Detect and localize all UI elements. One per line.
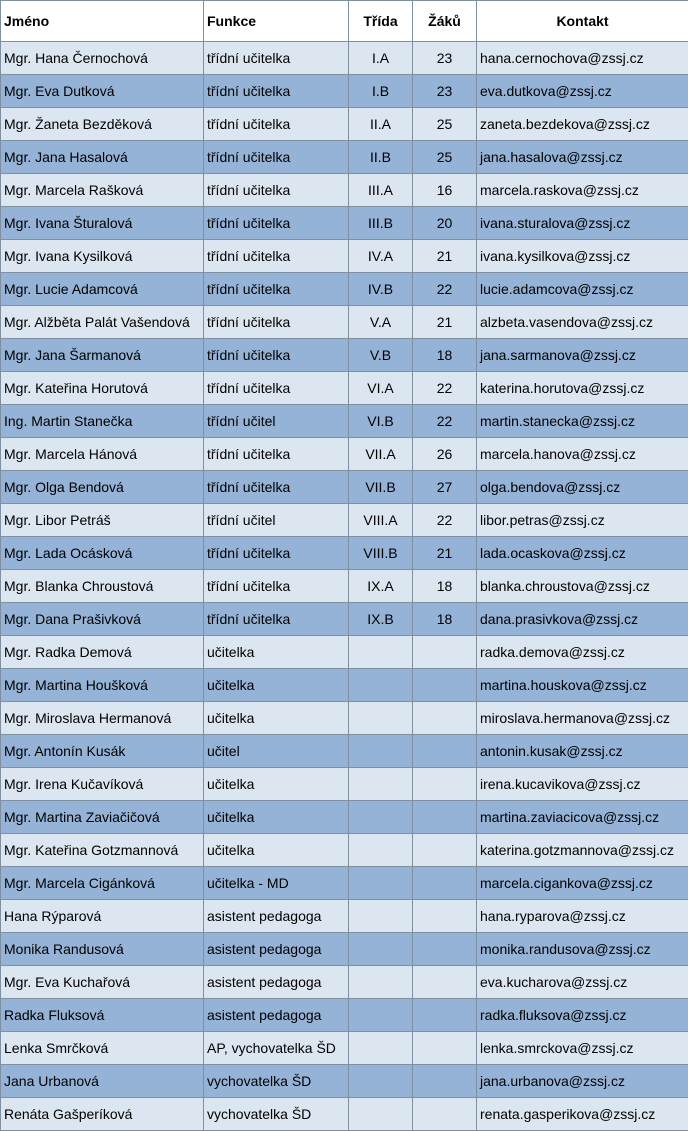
cell-contact-email[interactable]: lada.ocaskova@zssj.cz [477,537,688,570]
table-row [1,306,688,339]
header-count: Žáků [413,1,477,42]
cell-contact-email[interactable]: eva.kucharova@zssj.cz [477,966,688,999]
cell-contact-email[interactable]: jana.hasalova@zssj.cz [477,141,688,174]
cell-function: učitelka [204,669,349,702]
cell-name: Radka Fluksová [1,999,204,1032]
cell-class [349,801,413,834]
cell-count: 25 [413,108,477,141]
cell-class: IV.A [349,240,413,273]
cell-name: Mgr. Lada Ocásková [1,537,204,570]
cell-function: učitelka - MD [204,867,349,900]
cell-count [413,768,477,801]
cell-class: II.A [349,108,413,141]
cell-class: III.A [349,174,413,207]
table-row [1,900,688,933]
cell-function: třídní učitel [204,405,349,438]
cell-name: Mgr. Ivana Šturalová [1,207,204,240]
table-row [1,240,688,273]
cell-class: I.A [349,42,413,75]
header-contact: Kontakt [477,1,688,42]
cell-name: Lenka Smrčková [1,1032,204,1065]
cell-name: Mgr. Libor Petráš [1,504,204,537]
table-row [1,537,688,570]
cell-name: Mgr. Marcela Rašková [1,174,204,207]
cell-contact-email[interactable]: zaneta.bezdekova@zssj.cz [477,108,688,141]
table-row [1,174,688,207]
cell-contact-email[interactable]: eva.dutkova@zssj.cz [477,75,688,108]
cell-contact-email[interactable]: katerina.gotzmannova@zssj.cz [477,834,688,867]
cell-class: III.B [349,207,413,240]
cell-contact-email[interactable]: radka.demova@zssj.cz [477,636,688,669]
cell-contact-email[interactable]: marcela.raskova@zssj.cz [477,174,688,207]
cell-class [349,867,413,900]
cell-contact-email[interactable]: monika.randusova@zssj.cz [477,933,688,966]
cell-count: 22 [413,372,477,405]
table-row [1,405,688,438]
cell-function: učitelka [204,834,349,867]
cell-class: VI.B [349,405,413,438]
cell-function: asistent pedagoga [204,933,349,966]
cell-name: Jana Urbanová [1,1065,204,1098]
cell-function: třídní učitelka [204,75,349,108]
cell-count: 26 [413,438,477,471]
cell-function: vychovatelka ŠD [204,1065,349,1098]
cell-function: třídní učitelka [204,42,349,75]
cell-contact-email[interactable]: lucie.adamcova@zssj.cz [477,273,688,306]
cell-count [413,669,477,702]
cell-count: 27 [413,471,477,504]
cell-class: II.B [349,141,413,174]
table-row [1,438,688,471]
cell-count: 20 [413,207,477,240]
cell-contact-email[interactable]: katerina.horutova@zssj.cz [477,372,688,405]
cell-count [413,702,477,735]
cell-function: třídní učitelka [204,603,349,636]
table-row [1,273,688,306]
cell-class: V.A [349,306,413,339]
cell-contact-email[interactable]: hana.ryparova@zssj.cz [477,900,688,933]
cell-name: Mgr. Hana Černochová [1,42,204,75]
cell-contact-email[interactable]: jana.sarmanova@zssj.cz [477,339,688,372]
cell-contact-email[interactable]: martina.zaviacicova@zssj.cz [477,801,688,834]
cell-count [413,834,477,867]
cell-contact-email[interactable]: blanka.chroustova@zssj.cz [477,570,688,603]
cell-class [349,834,413,867]
cell-function: třídní učitelka [204,537,349,570]
table-body [1,42,688,1131]
cell-class: IX.B [349,603,413,636]
cell-name: Mgr. Marcela Hánová [1,438,204,471]
cell-name: Mgr. Ivana Kysilková [1,240,204,273]
cell-contact-email[interactable]: marcela.cigankova@zssj.cz [477,867,688,900]
table-row [1,108,688,141]
table-row [1,768,688,801]
table-row [1,999,688,1032]
table-row [1,504,688,537]
cell-class [349,1098,413,1131]
cell-function: třídní učitelka [204,306,349,339]
cell-function: třídní učitelka [204,372,349,405]
table-row [1,1032,688,1065]
cell-count: 22 [413,405,477,438]
cell-class [349,1065,413,1098]
cell-class: VII.A [349,438,413,471]
cell-name: Mgr. Žaneta Bezděková [1,108,204,141]
cell-name: Monika Randusová [1,933,204,966]
cell-count [413,867,477,900]
cell-class: I.B [349,75,413,108]
cell-name: Mgr. Antonín Kusák [1,735,204,768]
cell-function: třídní učitelka [204,339,349,372]
cell-function: učitelka [204,702,349,735]
cell-class: VIII.A [349,504,413,537]
cell-name: Hana Rýparová [1,900,204,933]
cell-class [349,735,413,768]
cell-function: třídní učitelka [204,438,349,471]
cell-contact-email[interactable]: libor.petras@zssj.cz [477,504,688,537]
cell-class [349,933,413,966]
cell-contact-email[interactable]: martina.houskova@zssj.cz [477,669,688,702]
cell-function: třídní učitelka [204,570,349,603]
table-row [1,1065,688,1098]
cell-count: 22 [413,504,477,537]
cell-function: třídní učitelka [204,141,349,174]
table-row [1,339,688,372]
cell-contact-email[interactable]: hana.cernochova@zssj.cz [477,42,688,75]
table-row [1,372,688,405]
cell-function: asistent pedagoga [204,900,349,933]
cell-count [413,801,477,834]
cell-class: V.B [349,339,413,372]
cell-count: 22 [413,273,477,306]
cell-count [413,1098,477,1131]
cell-name: Mgr. Blanka Chroustová [1,570,204,603]
cell-class [349,1032,413,1065]
table-row [1,471,688,504]
table-row [1,801,688,834]
cell-count: 21 [413,306,477,339]
cell-name: Mgr. Radka Demová [1,636,204,669]
cell-function: asistent pedagoga [204,966,349,999]
cell-name: Mgr. Eva Dutková [1,75,204,108]
header-class: Třída [349,1,413,42]
cell-count: 18 [413,570,477,603]
cell-count [413,735,477,768]
table-row [1,207,688,240]
cell-count [413,1032,477,1065]
cell-class: IV.B [349,273,413,306]
cell-function: učitelka [204,801,349,834]
cell-count [413,636,477,669]
table-row [1,42,688,75]
cell-name: Ing. Martin Stanečka [1,405,204,438]
cell-count: 21 [413,240,477,273]
cell-function: třídní učitelka [204,471,349,504]
header-row [1,1,688,42]
table-row [1,570,688,603]
cell-class [349,636,413,669]
cell-count: 23 [413,42,477,75]
cell-contact-email[interactable]: olga.bendova@zssj.cz [477,471,688,504]
cell-name: Mgr. Olga Bendová [1,471,204,504]
cell-contact-email[interactable]: martin.stanecka@zssj.cz [477,405,688,438]
cell-contact-email[interactable]: renata.gasperikova@zssj.cz [477,1098,688,1131]
cell-name: Mgr. Dana Prašivková [1,603,204,636]
cell-name: Renáta Gašperíková [1,1098,204,1131]
cell-count: 18 [413,603,477,636]
cell-contact-email[interactable]: lenka.smrckova@zssj.cz [477,1032,688,1065]
cell-function: AP, vychovatelka ŠD [204,1032,349,1065]
cell-class [349,966,413,999]
cell-function: učitelka [204,768,349,801]
cell-count: 23 [413,75,477,108]
table-row [1,834,688,867]
cell-class [349,702,413,735]
cell-class: VIII.B [349,537,413,570]
cell-contact-email[interactable]: alzbeta.vasendova@zssj.cz [477,306,688,339]
cell-class [349,900,413,933]
cell-contact-email[interactable]: ivana.sturalova@zssj.cz [477,207,688,240]
cell-name: Mgr. Alžběta Palát Vašendová [1,306,204,339]
cell-class: IX.A [349,570,413,603]
cell-name: Mgr. Irena Kučavíková [1,768,204,801]
cell-function: třídní učitelka [204,207,349,240]
table-row [1,933,688,966]
cell-count [413,999,477,1032]
cell-contact-email[interactable]: irena.kucavikova@zssj.cz [477,768,688,801]
cell-function: třídní učitelka [204,174,349,207]
cell-count [413,900,477,933]
cell-contact-email[interactable]: miroslava.hermanova@zssj.cz [477,702,688,735]
cell-name: Mgr. Kateřina Gotzmannová [1,834,204,867]
cell-contact-email[interactable]: jana.urbanova@zssj.cz [477,1065,688,1098]
cell-count [413,933,477,966]
cell-contact-email[interactable]: radka.fluksova@zssj.cz [477,999,688,1032]
cell-name: Mgr. Miroslava Hermanová [1,702,204,735]
table-row [1,966,688,999]
cell-function: vychovatelka ŠD [204,1098,349,1131]
cell-count: 21 [413,537,477,570]
cell-class [349,768,413,801]
header-name: Jméno [1,1,204,42]
table-row [1,702,688,735]
cell-count: 18 [413,339,477,372]
cell-count: 25 [413,141,477,174]
table-row [1,75,688,108]
cell-function: učitelka [204,636,349,669]
cell-name: Mgr. Eva Kuchařová [1,966,204,999]
cell-class [349,669,413,702]
cell-count [413,966,477,999]
cell-function: třídní učitel [204,504,349,537]
table-row [1,141,688,174]
cell-name: Mgr. Jana Šarmanová [1,339,204,372]
table-row [1,735,688,768]
table-row [1,603,688,636]
table-row [1,669,688,702]
cell-class [349,999,413,1032]
cell-contact-email[interactable]: marcela.hanova@zssj.cz [477,438,688,471]
cell-name: Mgr. Jana Hasalová [1,141,204,174]
cell-contact-email[interactable]: dana.prasivkova@zssj.cz [477,603,688,636]
cell-count: 16 [413,174,477,207]
cell-class: VI.A [349,372,413,405]
cell-name: Mgr. Kateřina Horutová [1,372,204,405]
cell-name: Mgr. Marcela Cigánková [1,867,204,900]
cell-function: třídní učitelka [204,108,349,141]
cell-function: třídní učitelka [204,240,349,273]
cell-function: asistent pedagoga [204,999,349,1032]
cell-contact-email[interactable]: antonin.kusak@zssj.cz [477,735,688,768]
cell-function: třídní učitelka [204,273,349,306]
cell-contact-email[interactable]: ivana.kysilkova@zssj.cz [477,240,688,273]
cell-function: učitel [204,735,349,768]
cell-name: Mgr. Martina Zaviačičová [1,801,204,834]
header-function: Funkce [204,1,349,42]
cell-class: VII.B [349,471,413,504]
cell-name: Mgr. Martina Houšková [1,669,204,702]
table-row [1,1098,688,1131]
table-row [1,867,688,900]
cell-name: Mgr. Lucie Adamcová [1,273,204,306]
table-row [1,636,688,669]
cell-count [413,1065,477,1098]
